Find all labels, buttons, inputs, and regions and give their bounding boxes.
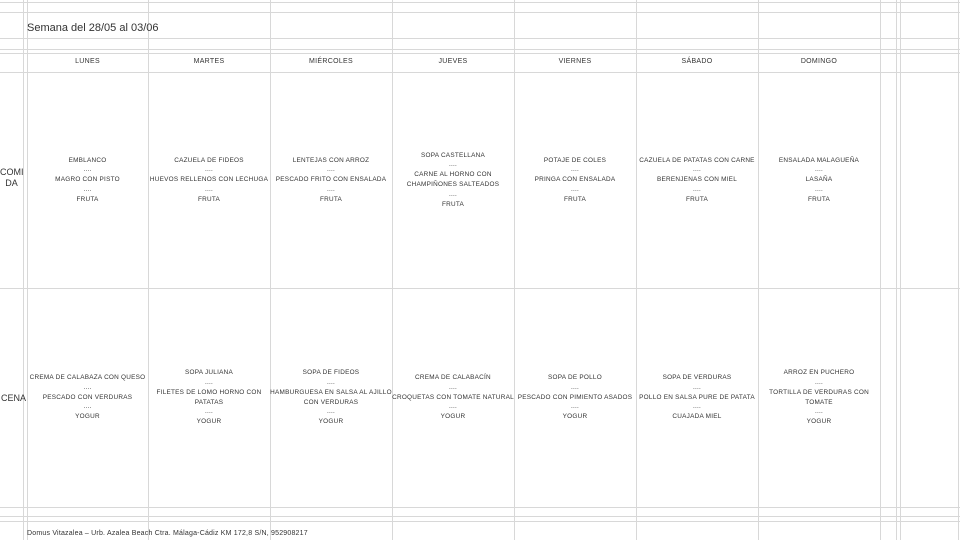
grid-vline (900, 0, 901, 540)
menu-cell-line: .... (448, 383, 458, 391)
menu-cell-line: FRUTA (197, 195, 221, 203)
menu-cell-line: .... (814, 378, 824, 386)
menu-cell-line: .... (692, 403, 702, 411)
menu-cell-line: FRUTA (563, 195, 587, 203)
menu-cell-line: .... (326, 378, 336, 386)
menu-cell-line: .... (814, 185, 824, 193)
menu-cell-line: .... (814, 408, 824, 416)
menu-cell-line: .... (814, 166, 824, 174)
menu-cell-line: YOGUR (318, 418, 344, 426)
menu-cell-line: PRINGA CON ENSALADA (534, 176, 616, 184)
menu-cell-line: .... (204, 185, 214, 193)
menu-cell-line: .... (448, 403, 458, 411)
grid-hline (0, 2, 960, 3)
menu-cell-line: .... (692, 383, 702, 391)
grid-hline (0, 53, 960, 54)
day-header-domingo: DOMINGO (800, 58, 838, 65)
menu-cell-line: FRUTA (807, 195, 831, 203)
menu-cell-line: CAZUELA DE FIDEOS (174, 156, 244, 164)
menu-cell-comida-lunes (27, 72, 148, 288)
menu-cell-cena-viernes (514, 288, 636, 507)
menu-cell-line: .... (204, 166, 214, 174)
menu-cell-line: CREMA DE CALABACÍN (415, 374, 491, 381)
grid-vline (896, 0, 897, 540)
day-header-sabado: SÁBADO (681, 58, 713, 65)
menu-cell-line: YOGUR (440, 413, 466, 421)
menu-cell-line: .... (204, 378, 214, 386)
menu-cell-line: HAMBURGUESA EN SALSA AL AJILLO (270, 388, 392, 396)
menu-cell-line: YOGUR (806, 418, 832, 426)
grid-hline (0, 521, 960, 522)
menu-cell-line: PATATAS (194, 398, 224, 406)
menu-cell-line: .... (570, 403, 580, 411)
menu-cell-line: ARROZ EN PUCHERO (783, 369, 855, 377)
menu-cell-line: BERENJENAS CON MIEL (656, 176, 738, 184)
menu-cell-comida-martes (148, 72, 270, 288)
grid-hline (0, 38, 960, 39)
menu-cell-line: SOPA DE FIDEOS (302, 369, 360, 377)
menu-cell-line: SOPA DE POLLO (548, 374, 602, 381)
menu-cell-line: PESCADO FRITO CON ENSALADA (275, 176, 387, 184)
menu-cell-line: YOGUR (75, 413, 100, 421)
menu-cell-line: .... (692, 166, 702, 174)
menu-cell-line: .... (326, 166, 336, 174)
menu-cell-line: CAZUELA DE PATATAS CON CARNE (639, 156, 755, 164)
menu-cell-line: MAGRO CON PISTO (55, 176, 120, 184)
menu-cell-cena-sabado (636, 288, 758, 507)
grid-vline (958, 0, 959, 540)
menu-cell-line: .... (326, 408, 336, 416)
menu-cell-line: HUEVOS RELLENOS CON LECHUGA (149, 176, 269, 184)
menu-cell-line: POTAJE DE COLES (543, 156, 607, 164)
menu-cell-cena-domingo (758, 288, 880, 507)
grid-hline (0, 49, 960, 50)
menu-cell-line: TORTILLA DE VERDURAS CON (769, 388, 869, 396)
menu-cell-comida-sabado (636, 72, 758, 288)
menu-cell-cena-jueves (392, 288, 514, 507)
menu-cell-comida-domingo (758, 72, 880, 288)
menu-cell-line: SOPA JULIANA (185, 369, 233, 377)
day-header-lunes: LUNES (75, 58, 100, 65)
menu-cell-line: FRUTA (685, 195, 709, 203)
menu-cell-line: .... (570, 166, 580, 174)
menu-cell-line: FILETES DE LOMO HORNO CON (156, 388, 262, 396)
menu-cell-line: CARNE AL HORNO CON (414, 171, 492, 179)
menu-cell-line: FRUTA (441, 200, 465, 208)
menu-cell-line: .... (83, 403, 92, 411)
day-header-miercoles: MIÉRCOLES (309, 58, 353, 65)
menu-cell-line: .... (448, 161, 458, 169)
grid-vline (23, 0, 24, 540)
row-label-cena: CENA (0, 393, 26, 403)
menu-cell-line: PESCADO CON VERDURAS (42, 393, 133, 401)
menu-cell-line: .... (326, 185, 336, 193)
menu-cell-line: YOGUR (562, 413, 588, 421)
menu-cell-line: PESCADO CON PIMIENTO ASADOS (517, 393, 633, 401)
menu-cell-line: CON VERDURAS (303, 398, 359, 406)
menu-cell-line: .... (692, 185, 702, 193)
menu-cell-line: SOPA DE VERDURAS (662, 374, 732, 381)
menu-cell-line: YOGUR (196, 418, 222, 426)
menu-cell-comida-jueves (392, 72, 514, 288)
menu-cell-line: CHAMPIÑONES SALTEADOS (406, 181, 500, 188)
day-header-viernes: VIERNES (558, 58, 592, 65)
menu-cell-line: ENSALADA MALAGUEÑA (778, 156, 860, 164)
menu-cell-line: LASAÑA (805, 176, 833, 184)
menu-cell-line: .... (83, 185, 92, 193)
menu-cell-line: SOPA CASTELLANA (420, 151, 485, 159)
day-header-martes: MARTES (193, 58, 225, 65)
menu-cell-line: .... (448, 190, 458, 198)
menu-cell-line: CUAJADA MIEL (672, 413, 722, 421)
menu-cell-line: POLLO EN SALSA PURE DE PATATA (639, 393, 755, 401)
menu-cell-comida-miercoles (270, 72, 392, 288)
menu-cell-line: .... (83, 166, 92, 174)
grid-hline (0, 12, 960, 13)
menu-cell-line: .... (83, 383, 92, 391)
menu-cell-line: FRUTA (76, 195, 99, 203)
menu-cell-cena-martes (148, 288, 270, 507)
menu-cell-line: .... (570, 383, 580, 391)
menu-cell-line: TOMATE (805, 398, 833, 406)
menu-cell-cena-lunes (27, 288, 148, 507)
menu-cell-line: CROQUETAS CON TOMATE NATURAL (392, 393, 514, 401)
menu-cell-line: .... (204, 408, 214, 416)
grid-vline (880, 0, 881, 540)
page-title: Semana del 28/05 al 03/06 (27, 22, 159, 34)
menu-cell-cena-miercoles (270, 288, 392, 507)
row-label-comida: COMI DA (0, 167, 24, 188)
menu-cell-line: FRUTA (319, 195, 343, 203)
menu-cell-comida-viernes (514, 72, 636, 288)
day-header-jueves: JUEVES (438, 58, 468, 65)
menu-cell-line: CREMA DE CALABAZA CON QUESO (29, 374, 146, 381)
grid-hline (0, 516, 960, 517)
menu-cell-line: LENTEJAS CON ARROZ (292, 156, 370, 164)
grid-hline (0, 507, 960, 508)
menu-cell-line: EMBLANCO (68, 156, 107, 164)
menu-cell-line: .... (570, 185, 580, 193)
footer-address: Domus Vitazalea – Urb. Azalea Beach Ctra. Málaga-Cádiz KM 172,8 S/N, 952908217 (27, 530, 308, 537)
